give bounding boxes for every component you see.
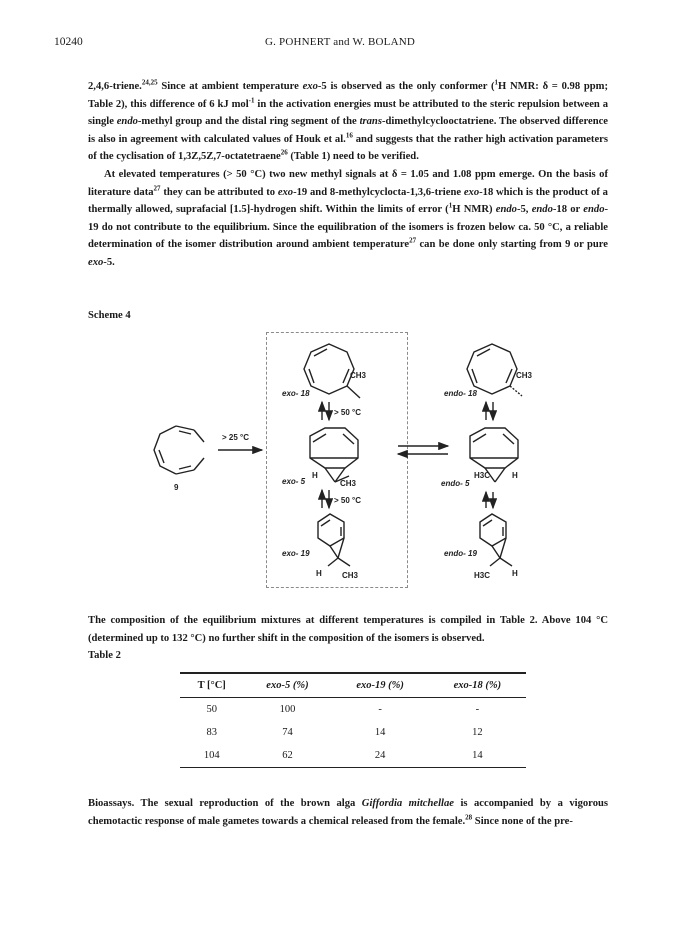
- label-endo-18: endo- 18: [444, 389, 477, 398]
- cond-50-upper: > 50 °C: [334, 408, 361, 417]
- endo-5-h: H: [512, 471, 518, 480]
- table-cell: 74: [282, 727, 293, 738]
- table-row: [180, 744, 526, 768]
- exo-18-ch3: CH3: [350, 371, 367, 380]
- col-header-temp: T [°C]: [180, 673, 243, 698]
- label-exo-19: exo- 19: [282, 549, 310, 558]
- col-header-exo19: exo-19 (%): [331, 673, 428, 698]
- endo-19-structure: [480, 514, 512, 566]
- table-cell: -: [378, 704, 382, 715]
- paragraph-4: Bioassays. The sexual reproduction of the brown alga Giffordia mitchellae is accompanied by a vigorous chemotactic response of male gametes towards a chemical released from the female.$^{28}$ Since none of the pre-: [88, 798, 609, 827]
- paragraph-2: At elevated temperatures (> 50 °C) two new methyl signals at δ = 1.05 and 1.08 ppm emerge. On the basis of literature data$^{27}$ they can be attributed to exo-19 and 8-methylcyclocta-1,3,6-triene exo-18 which is the product of a thermally allowed, suprafacial [1.5]-hydrogen shift. Within the limits of error ($^1$H NMR) endo-5, endo-18 or endo-19 do not contribute to the equilibrium. Since the equilibration of the isomers is frozen below ca. 50 °C, a reliable determination of the isomer distribution around ambient temperature$^{27}$ can be done only starting from 9 or pure exo-5.: [88, 169, 609, 268]
- table-cell: 62: [243, 744, 331, 768]
- table-cell: 104: [180, 744, 243, 768]
- label-9: 9: [174, 483, 179, 492]
- col-header-exo5: exo-5 (%): [243, 673, 331, 698]
- label-exo-18: exo- 18: [282, 389, 310, 398]
- table-cell: -: [475, 704, 480, 715]
- table-label: Table 2: [88, 650, 121, 661]
- table-cell: 14: [374, 727, 386, 738]
- table-cell: 14: [429, 744, 526, 768]
- table-cell: 24: [331, 744, 428, 768]
- exo-19-structure: [318, 514, 350, 566]
- table-cell: 83: [206, 727, 217, 738]
- page-number: 10240: [54, 36, 83, 48]
- exo-5-ch3: CH3: [340, 479, 357, 488]
- scheme-label: Scheme 4: [88, 310, 131, 321]
- exo-19-ch3: CH3: [342, 571, 359, 580]
- endo-5-h3c: H3C: [474, 471, 491, 480]
- table-header-row: [180, 673, 526, 698]
- paragraph-1: 2,4,6-triene.$^{24,25}$ Since at ambient temperature exo-5 is observed as the only conformer ($^1$H NMR: δ = 0.98 ppm; Table 2), this difference of 6 kJ mol$^{-1}$ in the activation energies must be attributed to the steric repulsion between a single endo-methyl group and the distal ring segment of the trans-dimethylcyclooctatriene. The observed difference is also in agreement with calculated values of Houk et al.$^{16}$ and suggests that the rather high activation parameters of the cyclisation of 1,3Z,5Z,7-octatetraene$^{26}$ (Table 1) need to be verified.: [88, 78, 608, 162]
- cond-25: > 25 °C: [222, 433, 249, 442]
- paragraph-3: The composition of the equilibrium mixtures at different temperatures is compiled in Table 2. Above 104 °C (determined up to 132 °C) no further shift in the composition of the isomers is observed.: [88, 615, 608, 644]
- exo-5-h: H: [312, 471, 318, 480]
- exo-19-h: H: [316, 569, 322, 578]
- cond-50-lower: > 50 °C: [334, 496, 361, 505]
- table-row: [180, 698, 526, 722]
- bioassays-heading: Bioassays.: [88, 798, 135, 809]
- label-exo-5: exo- 5: [282, 477, 306, 486]
- label-endo-5: endo- 5: [441, 479, 470, 488]
- table-cell: 100: [279, 704, 296, 715]
- table-2: [180, 672, 526, 768]
- endo-18-ch3: CH3: [516, 371, 533, 380]
- endo-19-h3c: H3C: [474, 571, 491, 580]
- running-head: G. POHNERT and W. BOLAND: [265, 36, 415, 48]
- triene-9-structure: [154, 426, 204, 474]
- endo-19-h: H: [512, 569, 518, 578]
- table-cell: 12: [472, 727, 483, 738]
- table-cell: 50: [206, 704, 217, 715]
- col-header-exo18: exo-18 (%): [429, 673, 526, 698]
- table-row: [180, 721, 526, 744]
- label-endo-19: endo- 19: [444, 549, 477, 558]
